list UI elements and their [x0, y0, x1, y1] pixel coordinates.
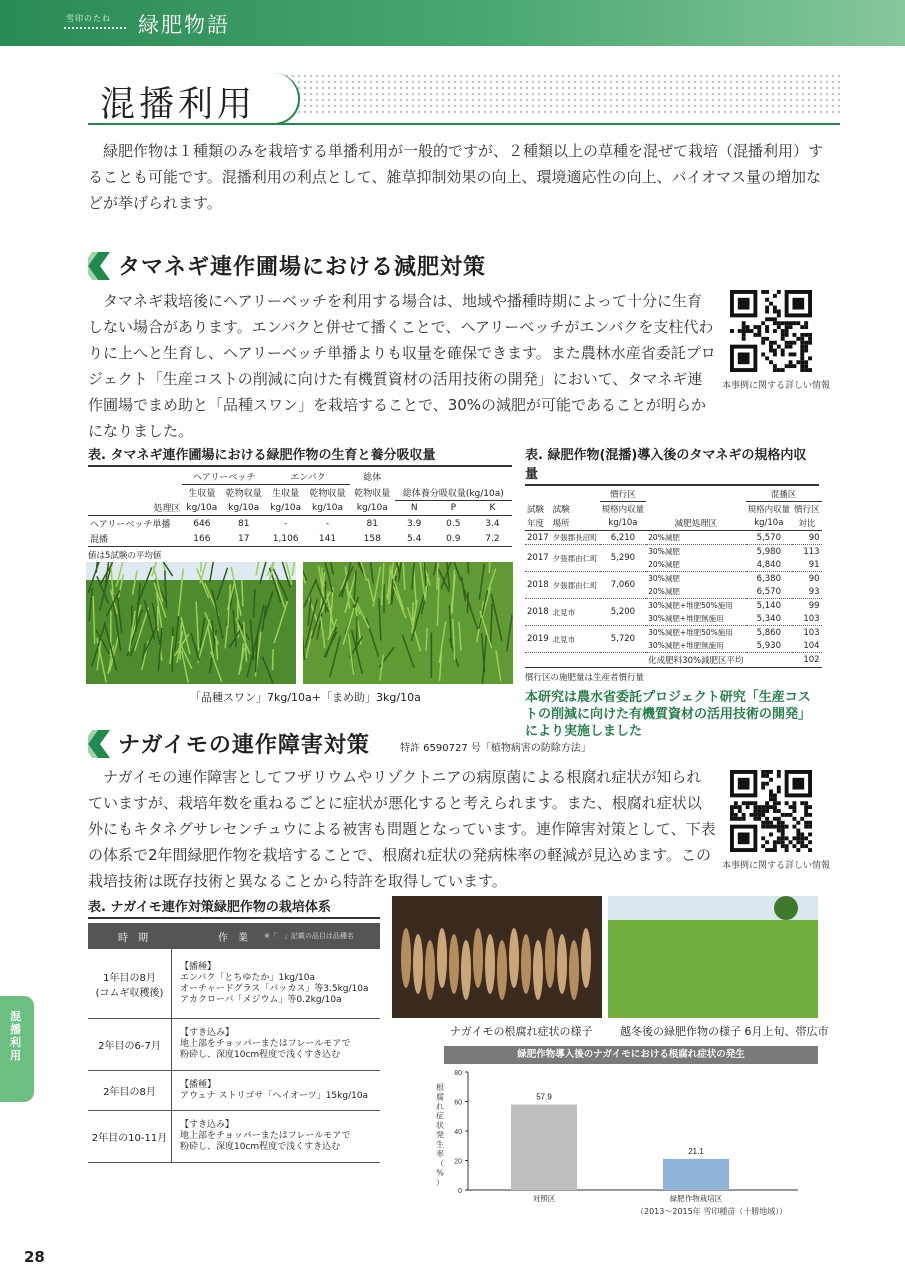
table2-head: kg/10a [754, 518, 784, 528]
table-cell: 2017 [527, 553, 549, 563]
table-cell: 91 [808, 559, 820, 570]
table2-note: 慣行区の施肥量は生産者慣行量 [525, 673, 645, 683]
table3-time: 1年目の8月 (コムギ収穫後) [88, 949, 172, 1018]
table3-caption: 表. ナガイモ連作対策緑肥作物の栽培体系 [88, 896, 380, 919]
table-cell: 30%減肥+堆肥50%施用 [648, 601, 733, 610]
table1-sub: 乾物収量 [309, 489, 346, 499]
table-row [525, 545, 822, 559]
table-row [525, 626, 822, 640]
chart-title-bar [444, 1046, 818, 1064]
table-cell: 北見市 [552, 607, 576, 617]
table3-work: 【すき込み】 地上部をチョッパーまたはフレールモアで 粉砕し、深度10cm程度で浅くすき込む [180, 1028, 351, 1060]
table-cell: 混播 [90, 535, 109, 545]
y-axis-label-char: 根 [436, 1083, 444, 1092]
table2-head: 試験 [552, 504, 570, 515]
table-cell: 5,290 [610, 553, 636, 563]
table-cell: 20%減肥 [648, 587, 680, 596]
table2-head: 規格内収量 [601, 505, 645, 515]
table3-work: 【すき込み】 地上部をチョッパーまたはフレールモアで 粉砕し、深度10cm程度で浅くすき込む [180, 1120, 351, 1152]
table-row [88, 1071, 380, 1111]
table-cell: 6,210 [610, 532, 636, 543]
table-cell: 103 [803, 613, 820, 624]
table-cell: 2018 [527, 607, 549, 617]
table-cell: 646 [193, 518, 211, 529]
table-row [88, 1111, 380, 1163]
bar-value-label: 21.1 [688, 1146, 704, 1156]
page-title: 混播利用 [100, 85, 257, 125]
table-cell: 30%減肥+堆肥無施用 [648, 614, 724, 623]
table2-head: 試験 [527, 504, 545, 515]
green-manure-field-photo [608, 896, 818, 1018]
table3-header [88, 923, 380, 949]
table2-group: 慣行区 [600, 487, 647, 502]
table-cell: 5,860 [756, 627, 781, 638]
table-cell: 2018 [527, 580, 549, 590]
table3-body [88, 949, 380, 1163]
table-row [88, 949, 380, 1019]
y-axis-label-char: 状 [436, 1121, 444, 1130]
y-axis-label-char: 腐 [436, 1092, 444, 1102]
table2-grid [525, 487, 822, 668]
table-cell: 5.4 [407, 533, 422, 544]
table2 [525, 444, 819, 740]
bar-chart [430, 1064, 820, 1224]
table1-sub: kg/10a [186, 502, 218, 513]
table2-group: 混播区 [746, 487, 822, 502]
table1-sub: kg/10a [312, 502, 343, 513]
table-cell: 夕張郡長沼町 [552, 533, 598, 542]
qr-caption: 本事例に関する詳しい情報 [722, 861, 831, 871]
qr-caption: 本事例に関する詳しい情報 [722, 381, 831, 391]
table1-sub: kg/10a [356, 502, 388, 513]
table-cell: 166 [193, 533, 211, 544]
table3-head-note: ※「 」記載の品目は品種名 [264, 932, 354, 940]
photo3-caption: 越冬後の緑肥作物の様子 6月上旬、帯広市 [620, 1025, 829, 1038]
table1-grid [88, 469, 512, 547]
table2-caption: 表. 緑肥作物(混播)導入後のタマネギの規格内収量 [525, 444, 819, 486]
table-cell: 3.9 [407, 518, 422, 529]
y-tick-label: 40 [454, 1129, 462, 1136]
main-title-block [88, 73, 840, 125]
table1-sub: kg/10a [270, 502, 302, 513]
y-axis-label-char: （ [436, 1159, 444, 1168]
table1-group: 総体 [363, 473, 382, 484]
table1-sub: K [489, 502, 496, 513]
intro-paragraph: 緑肥作物は１種類のみを栽培する単播利用が一般的ですが、２種類以上の草種を混ぜて栽培（混播利用）することも可能です。混播利用の利点として、雑草抑制効果の向上、環境適応性の向上、バイオマス量の増加などが挙げられます。 [88, 142, 824, 212]
chevron-marker-icon [88, 252, 110, 280]
table-cell: 5,980 [756, 546, 781, 557]
table3-head-time: 時 期 [118, 933, 148, 944]
x-tick-label: 対照区 [532, 1194, 556, 1203]
table3-head-work: 作 業 [218, 933, 248, 944]
table-cell: 90 [808, 573, 820, 584]
table1-sub: N [410, 502, 418, 513]
table-cell: 113 [803, 546, 820, 557]
chart-title: 緑肥作物導入後のナガイモにおける根腐れ症状の発生 [517, 1049, 745, 1060]
dotted-arc-decoration [64, 27, 126, 29]
page-number: 28 [24, 1248, 45, 1266]
section1-heading [88, 250, 688, 282]
photo1-caption: 「品種スワン」7kg/10a+「まめ助」3kg/10a [190, 691, 421, 704]
table-cell: - [325, 518, 330, 529]
y-axis-label-char: 発 [436, 1130, 444, 1140]
table-cell: 158 [363, 533, 381, 544]
header-title: 緑肥物語 [138, 13, 230, 37]
table-cell: 7.2 [485, 533, 500, 544]
table-cell: 93 [808, 586, 820, 597]
table-cell: 141 [318, 533, 337, 544]
table-cell: ヘアリーベッチ単播 [90, 520, 171, 530]
y-tick-label: 20 [454, 1158, 462, 1166]
table-cell: 20%減肥 [648, 533, 680, 542]
y-tick-label: 0 [458, 1188, 462, 1195]
bar-value-label: 57.9 [536, 1092, 552, 1102]
table-cell: 夕張郡由仁町 [552, 553, 598, 563]
table3-time: 2年目の8月 [88, 1071, 172, 1110]
table2-avg-label: 化成肥料30%減肥区平均 [648, 656, 744, 666]
table1-sub: 生収量 [188, 489, 216, 499]
table3-work: 【播種】 アウェナ ストリゴサ「ヘイオーツ」15kg/10a [180, 1079, 369, 1101]
table-cell: 81 [238, 518, 250, 529]
series-label: 雪印のたね [66, 14, 111, 23]
table-cell: 5,930 [756, 640, 781, 651]
table-cell: 30%減肥+堆肥無施用 [648, 641, 724, 650]
table-cell: 6,570 [756, 586, 781, 597]
section1-title: タマネギ連作圃場における減肥対策 [118, 255, 487, 280]
section1-body: タマネギ栽培後にヘアリーベッチを利用する場合は、地域や播種時期によって十分に生育しない場合があります。エンバクと併せて播くことで、ヘアリーベッチがエンバクを支柱代わりに上へと生育し、ヘアリーベッチ単播よりも収量を確保できます。また農林水産省委託プロジェクト「生産コストの削減に向けた有機質資材の活用技術の開発」において、タマネギ連作圃場でまめ助と「品種スワン」を栽培することで、30%の減肥が可能であることが明らかになりました。 [88, 292, 716, 440]
table-cell: 1,106 [272, 533, 299, 544]
y-tick-label: 60 [454, 1099, 462, 1107]
table1-sub: 生収量 [272, 489, 300, 499]
section2-title: ナガイモの連作障害対策 [118, 733, 370, 758]
table-cell: 0.9 [446, 533, 461, 544]
table1-caption: 表. タマネギ連作圃場における緑肥作物の生育と養分吸収量 [88, 444, 512, 467]
section2-body: ナガイモの連作障害としてフザリウムやリゾクトニアの病原菌による根腐れ症状が知られていますが、栽培年数を重ねるごとに症状が悪化すると考えられます。また、根腐れ症状以外にもキタネグサレセンチュウによる被害も問題となっています。連作障害対策として、下表の体系で2年間緑肥作物を栽培することで、根腐れ症状の発病株率の軽減が見込めます。この栽培技術は既存技術と異なることから特許を取得しています。 [88, 768, 716, 890]
table-cell: 5,140 [756, 600, 781, 611]
table2-head: 年度 [527, 519, 545, 529]
table1-sub: 総体養分吸収量(kg/10a) [395, 485, 512, 501]
table2-head: kg/10a [608, 518, 638, 528]
table-row [525, 572, 822, 586]
photo2-caption: ナガイモの根腐れ症状の様子 [450, 1025, 593, 1038]
table-cell: 7,060 [610, 580, 636, 590]
header-band [0, 0, 905, 46]
table-cell: 北見市 [552, 634, 576, 644]
y-axis-label-char: 症 [436, 1111, 444, 1121]
table1 [88, 444, 512, 561]
table3-work: 【播種】 エンバク「とちゆたか」1kg/10a オーチャードグラス「バッカス」等3.5kg/10a アカクローバ「メジウム」等0.2kg/10a [180, 961, 369, 1005]
table-cell: 2017 [527, 532, 549, 543]
table-cell: 90 [808, 532, 820, 543]
table3 [88, 896, 380, 1163]
table1-sub: 処理区 [153, 504, 181, 514]
table-cell: 30%減肥 [648, 574, 680, 583]
table-cell: - [284, 518, 288, 529]
table1-sub: kg/10a [228, 502, 260, 513]
bar-1 [663, 1159, 729, 1190]
table-cell: 81 [366, 518, 378, 529]
side-tab-label: 混播利用 [10, 1010, 21, 1062]
table2-head: 対比 [798, 519, 816, 529]
table1-sub: 乾物収量 [354, 488, 391, 499]
qr-code-icon[interactable] [730, 770, 812, 852]
table-cell: 20%減肥 [648, 560, 680, 569]
table-cell: 夕張郡由仁町 [552, 580, 598, 590]
patent-note: 特許 6590727 号「植物病害の防除方法」 [400, 743, 591, 754]
table-cell: 30%減肥+堆肥50%施用 [648, 628, 733, 637]
table-cell: 5,200 [610, 607, 636, 617]
yam-root-photo [392, 896, 602, 1018]
table3-time: 2年目の10-11月 [88, 1111, 172, 1162]
funding-note: 本研究は農水省委託プロジェクト研究「生産コストの削減に向けた有機質資材の活用技術の開発」により実施しました [525, 690, 812, 739]
table-cell: 6,380 [756, 573, 781, 584]
y-axis-label-char: 生 [436, 1140, 444, 1149]
table-cell: 5,720 [610, 634, 636, 644]
table1-note: 値は5試験の平均値 [88, 551, 162, 561]
table1-group: ヘアリーベッチ [182, 469, 266, 485]
table2-head: 減肥処理区 [674, 519, 718, 529]
table-cell: 0.5 [446, 518, 461, 529]
table-cell: 3.4 [485, 518, 500, 529]
x-tick-label: 緑肥作物栽培区 [669, 1194, 723, 1203]
table2-head: 慣行区 [794, 505, 820, 515]
table-cell: 30%減肥 [648, 547, 680, 556]
field-photo-oats [86, 562, 296, 684]
table-cell: 2019 [527, 634, 549, 644]
table2-avg-value: 102 [803, 655, 820, 665]
table1-group: エンバク [266, 469, 350, 485]
title-box [88, 73, 300, 125]
table-cell: 103 [803, 627, 820, 638]
dot-pattern-decoration [278, 73, 840, 117]
table1-sub: 乾物収量 [225, 489, 262, 499]
table-row [88, 1019, 380, 1071]
table-row [525, 599, 822, 613]
qr-code-icon[interactable] [730, 290, 812, 372]
table-cell: 5,340 [756, 613, 781, 624]
table3-time: 2年目の6-7月 [88, 1019, 172, 1070]
table-cell: 99 [808, 600, 820, 611]
table1-sub: P [450, 502, 456, 513]
bar-0 [511, 1105, 577, 1190]
y-axis-label-char: 率 [436, 1149, 444, 1159]
table2-head: 規格内収量 [747, 505, 791, 515]
y-axis-label-char: % [436, 1168, 444, 1178]
y-tick-label: 80 [454, 1070, 462, 1077]
y-axis-label-char: れ [436, 1102, 444, 1111]
chart-source: （2013〜2015年 雪印種苗（十勝地域）） [636, 1207, 788, 1216]
table-row [525, 531, 822, 545]
table-cell: 17 [238, 533, 250, 544]
table-cell: 104 [803, 640, 820, 651]
field-photo-vetch [303, 562, 513, 684]
table-cell: 5,570 [756, 532, 781, 543]
section2-heading [88, 728, 688, 760]
y-axis-label-char: ） [436, 1178, 444, 1187]
chevron-marker-icon [88, 730, 110, 758]
side-index-tab[interactable] [0, 996, 34, 1102]
table2-head: 場所 [552, 519, 570, 529]
table-cell: 4,840 [756, 559, 781, 570]
